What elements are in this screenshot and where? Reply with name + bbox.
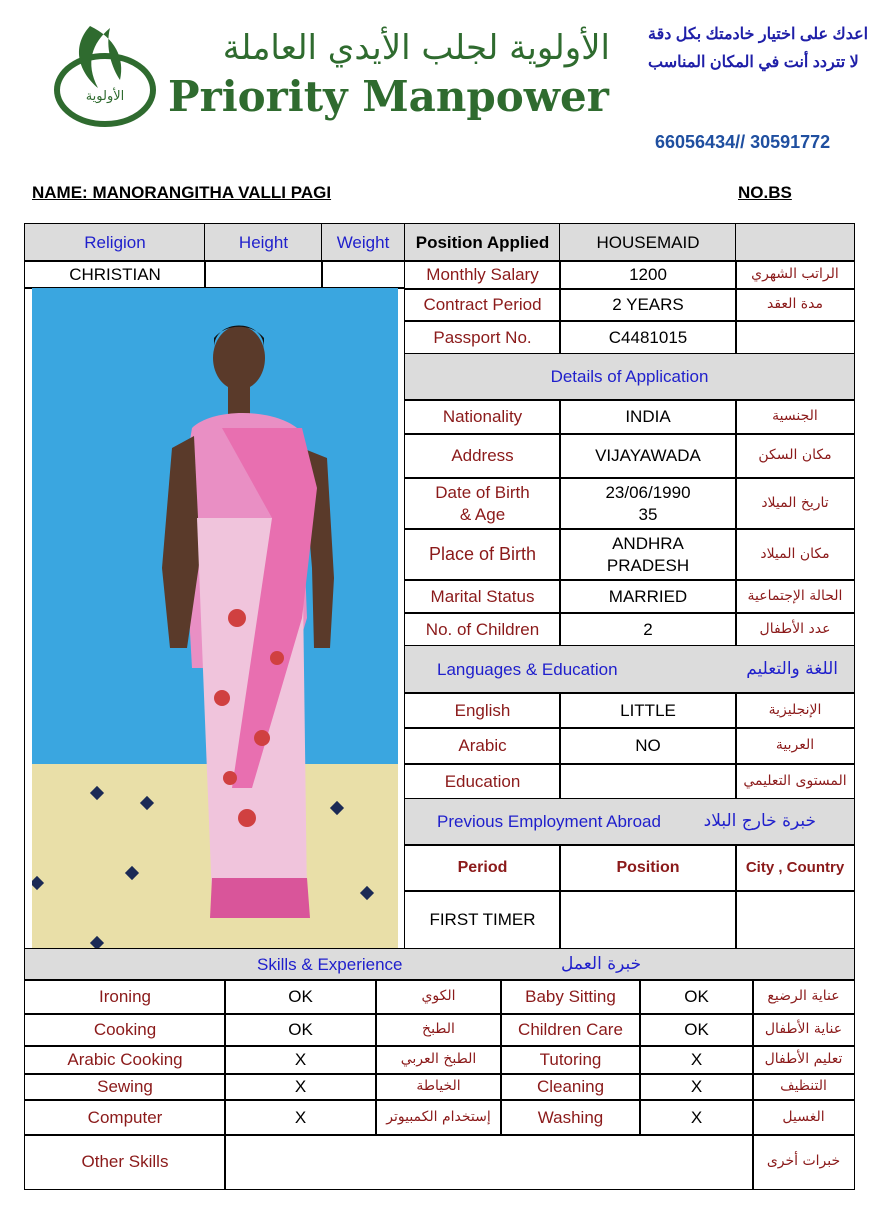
skill-r-1: Children Care <box>500 1013 641 1047</box>
period-header: Period <box>404 844 561 892</box>
applicant-figure <box>152 318 352 918</box>
height-header: Height <box>204 223 323 262</box>
address-value: VIJAYAWADA <box>559 433 737 479</box>
english-ar: الإنجليزية <box>735 692 855 729</box>
children-ar: عدد الأطفال <box>735 612 855 647</box>
religion-header: Religion <box>24 223 206 262</box>
arabic-value: NO <box>559 727 737 765</box>
children-value: 2 <box>559 612 737 647</box>
skill-lar-0: الكوي <box>375 979 502 1015</box>
skill-lv-4: X <box>224 1099 377 1136</box>
applicant-photo <box>32 288 398 948</box>
monthly-salary-value: 1200 <box>559 260 737 290</box>
marital-status-label: Marital Status <box>404 579 561 614</box>
weight-header: Weight <box>321 223 405 262</box>
position-applied-ar <box>735 223 855 262</box>
skill-lv-0: OK <box>224 979 377 1015</box>
dob-date: 23/06/1990 <box>605 483 691 503</box>
dob-ar: تاريخ الميلاد <box>735 477 855 530</box>
education-label: Education <box>404 763 561 800</box>
contract-period-value: 2 YEARS <box>559 288 737 322</box>
skill-l-0: Ironing <box>24 979 226 1015</box>
pob-label <box>404 528 561 581</box>
company-name-arabic: الأولوية لجلب الأيدي العاملة <box>222 28 610 68</box>
logo-text: الأولوية <box>85 89 125 104</box>
skill-rv-0: OK <box>639 979 754 1015</box>
position-header: Position <box>559 844 737 892</box>
english-value: LITTLE <box>559 692 737 729</box>
section-languages-title: Languages & Education <box>437 659 618 679</box>
height-value <box>204 260 323 289</box>
nationality-ar: الجنسية <box>735 399 855 435</box>
pob-label-text: Place of Birth <box>428 544 537 565</box>
arabic-label: Arabic <box>404 727 561 765</box>
slogan-line-2: لا تتردد أنت في المكان المناسب <box>648 54 859 71</box>
skill-l-4: Computer <box>24 1099 226 1136</box>
section-employment-ar: خبرة خارج البلاد <box>703 811 816 832</box>
children-label: No. of Children <box>404 612 561 647</box>
section-skills-experience <box>24 948 855 981</box>
section-languages-ar: اللغة والتعليم <box>746 658 838 679</box>
skill-l-3: Sewing <box>24 1073 226 1101</box>
skill-r-3: Cleaning <box>500 1073 641 1101</box>
dob-label <box>404 477 561 530</box>
reference-number: NO.BS <box>738 183 792 202</box>
skill-rar-4: الغسيل <box>752 1099 855 1136</box>
period-value <box>404 890 561 950</box>
skill-r-0: Baby Sitting <box>500 979 641 1015</box>
skill-lar-2: الطبخ العربي <box>375 1045 502 1075</box>
other-skills-label: Other Skills <box>24 1134 226 1190</box>
skill-lv-3: X <box>224 1073 377 1101</box>
position-value <box>559 890 737 950</box>
education-ar: المستوى التعليمي <box>735 763 855 800</box>
religion-value: CHRISTIAN <box>24 260 206 289</box>
address-ar: مكان السكن <box>735 433 855 479</box>
priority-logo-icon <box>50 18 160 130</box>
education-value <box>559 763 737 800</box>
section-details-of-application: Details of Application <box>404 353 855 401</box>
skill-r-2: Tutoring <box>500 1045 641 1075</box>
skill-lar-4: إستخدام الكمبيوتر <box>375 1099 502 1136</box>
skill-l-1: Cooking <box>24 1013 226 1047</box>
skill-lv-2: X <box>224 1045 377 1075</box>
nationality-value: INDIA <box>559 399 737 435</box>
skill-r-4: Washing <box>500 1099 641 1136</box>
monthly-salary-ar: الراتب الشهري <box>735 260 855 290</box>
skill-lv-1: OK <box>224 1013 377 1047</box>
dob-value <box>559 477 737 530</box>
age-value: 35 <box>638 504 658 524</box>
passport-value: C4481015 <box>559 320 737 355</box>
city-country-value <box>735 890 855 950</box>
contract-period-ar: مدة العقد <box>735 288 855 322</box>
skill-rv-1: OK <box>639 1013 754 1047</box>
pob-line2: PRADESH <box>606 555 690 575</box>
other-skills-ar: خبرات أخرى <box>752 1134 855 1190</box>
other-skills-value <box>224 1134 754 1190</box>
address-label: Address <box>404 433 561 479</box>
phone-numbers: 66056434// 30591772 <box>655 132 831 152</box>
skill-rar-3: التنظيف <box>752 1073 855 1101</box>
contract-period-label: Contract Period <box>404 288 561 322</box>
passport-ar <box>735 320 855 355</box>
section-skills-ar: خبرة العمل <box>561 953 642 974</box>
section-previous-employment <box>404 798 855 846</box>
company-name-english: Priority Manpower <box>168 72 609 121</box>
pob-value <box>559 528 737 581</box>
section-employment-title: Previous Employment Abroad <box>437 812 661 832</box>
passport-label: Passport No. <box>404 320 561 355</box>
skill-rar-2: تعليم الأطفال <box>752 1045 855 1075</box>
skill-rv-2: X <box>639 1045 754 1075</box>
pob-ar: مكان الميلاد <box>735 528 855 581</box>
period-value-text: FIRST TIMER <box>429 910 536 930</box>
applicant-name: NAME: MANORANGITHA VALLI PAGI <box>32 183 332 202</box>
weight-value <box>321 260 405 289</box>
marital-status-ar: الحالة الإجتماعية <box>735 579 855 614</box>
marital-status-value: MARRIED <box>559 579 737 614</box>
english-label: English <box>404 692 561 729</box>
dob-label-line1: Date of Birth <box>435 483 530 503</box>
monthly-salary-label: Monthly Salary <box>404 260 561 290</box>
dob-label-line2: & Age <box>459 504 506 524</box>
position-applied-label: Position Applied <box>404 223 561 262</box>
city-country-header: City , Country <box>735 844 855 892</box>
skill-lar-1: الطبخ <box>375 1013 502 1047</box>
position-applied-value: HOUSEMAID <box>559 223 737 262</box>
skill-l-2: Arabic Cooking <box>24 1045 226 1075</box>
skill-rv-3: X <box>639 1073 754 1101</box>
pob-line1: ANDHRA <box>612 534 684 554</box>
section-skills-title: Skills & Experience <box>257 954 403 974</box>
skill-rv-4: X <box>639 1099 754 1136</box>
skill-lar-3: الخياطة <box>375 1073 502 1101</box>
slogan-line-1: اعدك على اختيار خادمتك بكل دقة <box>648 26 869 43</box>
section-languages-education <box>404 645 855 694</box>
skill-rar-0: عناية الرضيع <box>752 979 855 1015</box>
nationality-label: Nationality <box>404 399 561 435</box>
arabic-ar: العربية <box>735 727 855 765</box>
skill-rar-1: عناية الأطفال <box>752 1013 855 1047</box>
